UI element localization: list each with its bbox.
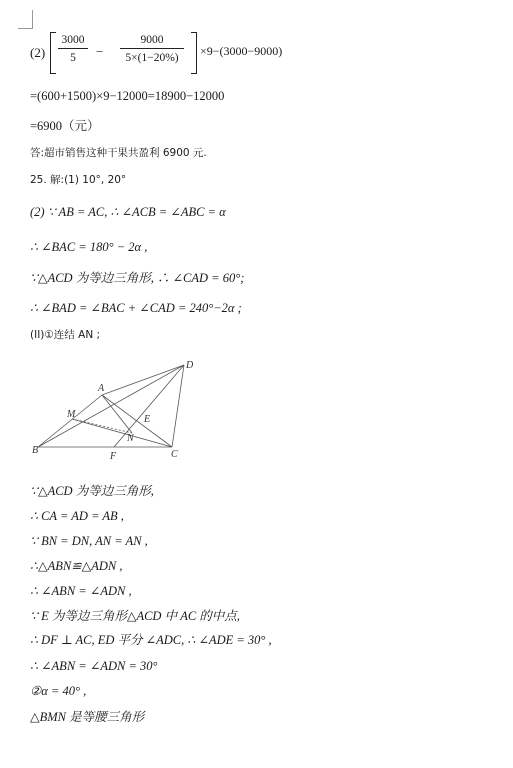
proof-line-13: ∴ ∠ABN = ∠ADN = 30° [30,659,158,673]
question-25-line: 25. 解:(1) 10°, 20° [30,174,127,186]
proof-line-5: (II)①连结 AN ; [30,329,101,341]
proof-line-14: ②α = 40° , [30,684,87,698]
calc-line-2: =(600+1500)×9−12000=18900−12000 [30,89,225,103]
right-bracket [191,32,197,74]
geometry-figure [28,355,208,467]
label-D: D [186,360,194,371]
segment-AC [102,395,172,447]
fraction-1 [58,34,88,64]
fraction-1-denominator: 5 [70,52,76,64]
fraction-2-numerator: 9000 [120,34,184,49]
fraction-2 [120,34,184,64]
proof-line-12: ∴ DF ⊥ AC, ED 平分 ∠ADC, ∴ ∠ADE = 30° , [30,633,272,647]
proof-line-9: ∴△ABN≌△ADN , [30,559,123,573]
proof-line-10: ∴ ∠ABN = ∠ADN , [30,584,132,598]
minus-sign: − [96,44,104,59]
segment-BA [38,395,102,447]
part-2-label: (2) [30,45,46,60]
label-E: E [144,414,151,425]
proof-line-15: △BMN 是等腰三角形 [30,710,145,724]
proof-line-3: ∵△ACD 为等边三角形, ∴ ∠CAD = 60°; [30,271,245,285]
proof-line-1: (2) ∵ AB = AC, ∴ ∠ACB = ∠ABC = α [30,205,226,219]
label-F: F [110,451,117,462]
answer-line: 答:超市销售这种干果共盈利 6900 元. [30,147,207,159]
label-M: M [67,409,76,420]
label-N: N [127,433,134,444]
expression-tail: ×9−(3000−9000) [200,44,283,58]
label-B: B [32,445,39,456]
fraction-1-numerator: 3000 [58,34,88,49]
proof-line-2: ∴ ∠BAC = 180° − 2α , [30,240,148,254]
fraction-expression [30,30,310,76]
label-C: C [171,449,178,460]
segment-MC [72,419,172,447]
proof-line-7: ∴ CA = AD = AB , [30,509,124,523]
page-corner-mark [18,10,33,29]
label-A: A [98,383,105,394]
proof-line-8: ∵ BN = DN, AN = AN , [30,534,148,548]
fraction-2-denominator: 5×(1−20%) [125,52,179,64]
proof-line-4: ∴ ∠BAD = ∠BAC + ∠CAD = 240°−2α ; [30,301,242,315]
left-bracket [50,32,56,74]
proof-line-11: ∵ E 为等边三角形△ACD 中 AC 的中点, [30,609,240,623]
calc-line-3: =6900（元） [30,119,100,133]
proof-line-6: ∵△ACD 为等边三角形, [30,484,154,498]
